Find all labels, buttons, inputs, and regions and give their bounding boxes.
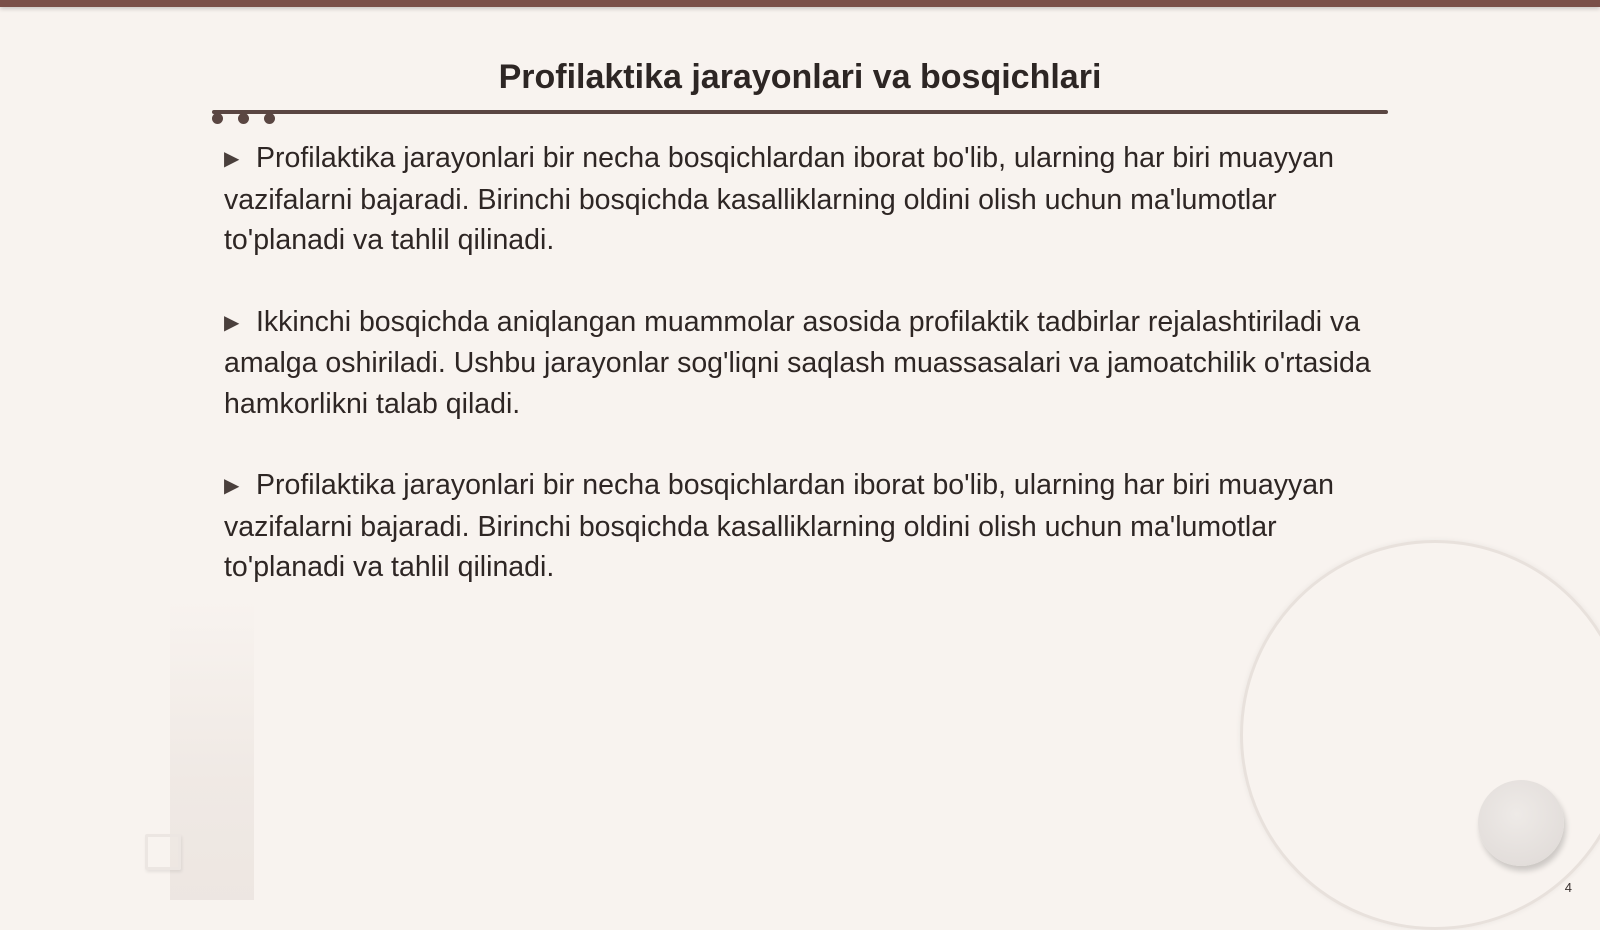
slide-title: Profilaktika jarayonlari va bosqichlari: [498, 58, 1102, 96]
decorative-circle: [1478, 780, 1564, 866]
bullet-item: [224, 138, 1374, 261]
bullet-item: [224, 465, 1374, 588]
bullet-item: [224, 302, 1374, 425]
bullet-text: Profilaktika jarayonlari bir necha bosqichlardan iborat bo'lib, ularning har biri muayyan vazifalarni bajaradi. Birinchi bosqichda kasalliklarning oldini olish uchun ma'lumotlar to'planadi va tahlil qilinadi.: [224, 142, 1334, 256]
triangle-bullet-icon: ▶: [224, 311, 240, 334]
decorative-dot: [264, 113, 275, 124]
decorative-dot: [212, 113, 223, 124]
triangle-bullet-icon: ▶: [224, 148, 240, 170]
decorative-band: [170, 600, 254, 900]
bullet-text: Ikkinchi bosqichda aniqlangan muammolar asosida profilaktik tadbirlar rejalashtiriladi va amalga oshiriladi. Ushbu jarayonlar sog'liqni saqlash muassasalari va jamoatchilik o'rtasida hamkorlikni talab qiladi.: [224, 305, 1371, 420]
decorative-square: [145, 834, 181, 870]
page-number: 4: [1564, 880, 1572, 895]
triangle-bullet-icon: ▶: [224, 475, 240, 497]
decorative-dot: [238, 113, 249, 124]
bullet-list: [224, 138, 1374, 629]
title-underline: [212, 110, 1388, 114]
bullet-text: Profilaktika jarayonlari bir necha bosqichlardan iborat bo'lib, ularning har biri muayyan vazifalarni bajaradi. Birinchi bosqichda kasalliklarning oldini olish uchun ma'lumotlar to'planadi va tahlil qilinadi.: [224, 469, 1334, 583]
top-accent-bar: [0, 0, 1600, 7]
